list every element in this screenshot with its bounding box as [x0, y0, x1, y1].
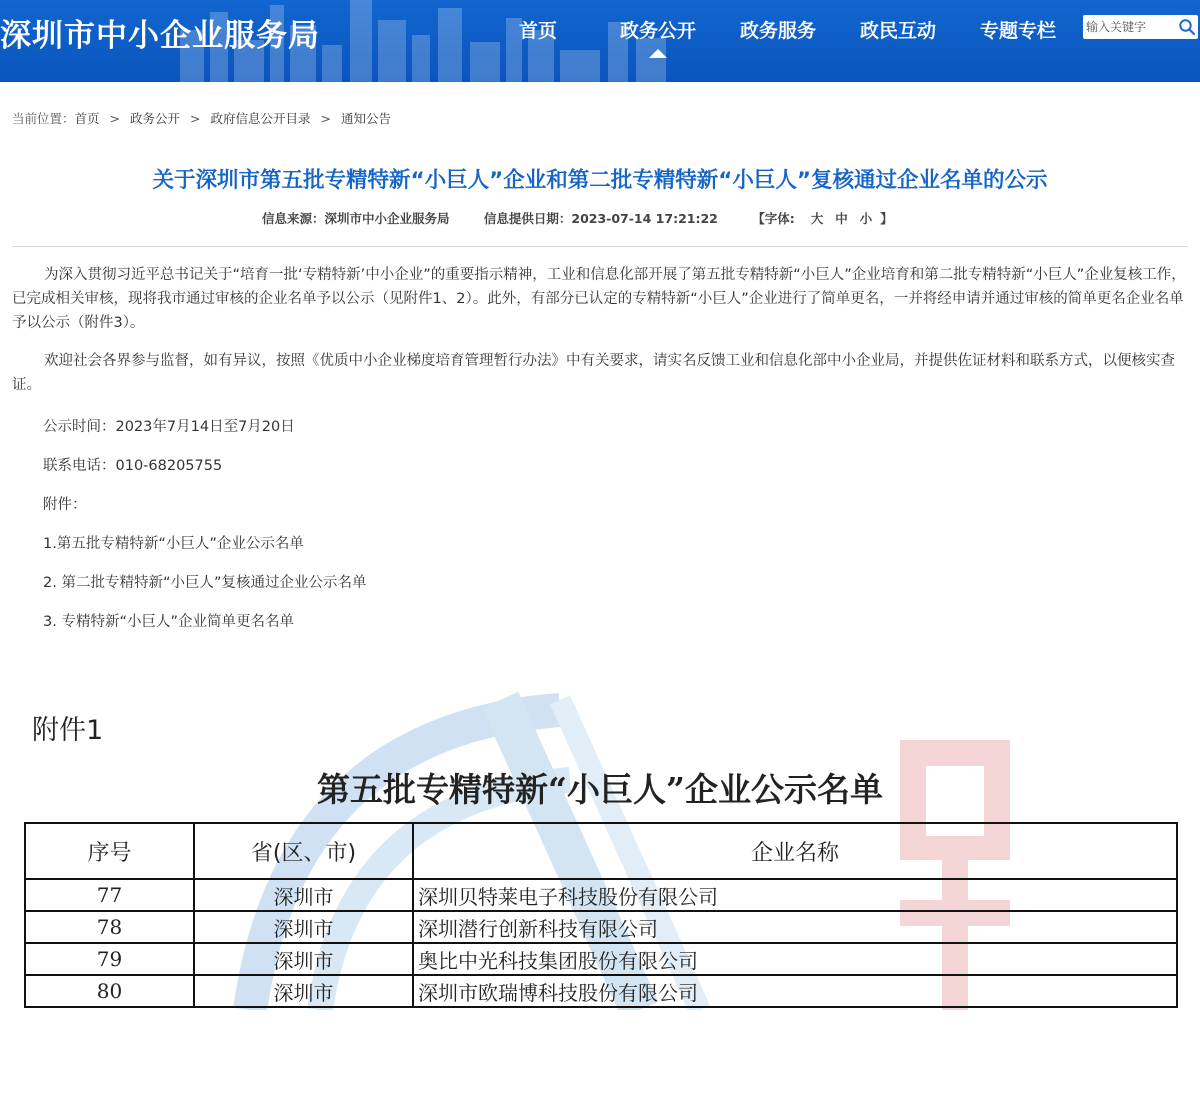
cell-number: 80 — [25, 975, 194, 1007]
attachments-label: 附件： — [43, 497, 87, 513]
font-size-small-button[interactable]: 小 — [859, 211, 873, 226]
font-size-medium-button[interactable]: 中 — [835, 211, 848, 226]
cell-number: 78 — [25, 911, 194, 943]
nav-item-government-services[interactable]: 政务服务 — [739, 20, 816, 42]
attachment-link-3[interactable]: 3. 专精特新“小巨人”企业简单更名名单 — [43, 614, 294, 630]
article-meta — [262, 209, 923, 227]
breadcrumb — [12, 109, 391, 127]
article-title: 关于深圳市第五批专精特新“小巨人”企业和第二批专精特新“小巨人”复核通过企业名单的公示 — [152, 168, 1048, 193]
table-row — [25, 911, 1177, 943]
column-header-province: 省(区、市) — [194, 823, 413, 879]
search-box — [1083, 15, 1198, 39]
breadcrumb-separator: > — [190, 111, 201, 126]
active-nav-indicator — [649, 49, 667, 58]
attachment-link-2[interactable]: 2. 第二批专精特新“小巨人”复核通过企业公示名单 — [43, 575, 367, 591]
enterprise-table — [24, 822, 1178, 1008]
column-header-number: 序号 — [25, 823, 194, 879]
cell-company-name: 深圳潜行创新科技有限公司 — [413, 911, 1177, 943]
font-size-prefix: 【字体: — [752, 211, 795, 226]
attachment-label: 附件1 — [32, 715, 104, 746]
title-divider — [12, 246, 1188, 247]
nav-item-special-topics[interactable]: 专题专栏 — [979, 20, 1056, 42]
search-input[interactable] — [1083, 15, 1178, 39]
table-header-row — [25, 823, 1177, 879]
site-title[interactable]: 深圳市中小企业服务局 — [0, 18, 320, 54]
column-header-company-name: 企业名称 — [413, 823, 1177, 879]
attachment-title: 第五批专精特新“小巨人”企业公示名单 — [317, 770, 883, 809]
cell-company-name: 奥比中光科技集团股份有限公司 — [413, 943, 1177, 975]
meta-date: 信息提供日期：2023-07-14 17:21:22 — [483, 211, 718, 226]
cell-province: 深圳市 — [194, 943, 413, 975]
breadcrumb-item-notices[interactable]: 通知公告 — [341, 111, 392, 126]
cell-number: 79 — [25, 943, 194, 975]
cell-province: 深圳市 — [194, 879, 413, 911]
breadcrumb-item-government-affairs-open[interactable]: 政务公开 — [130, 111, 181, 126]
breadcrumb-item-info-catalog[interactable]: 政府信息公开目录 — [210, 111, 311, 126]
breadcrumb-prefix: 当前位置： — [12, 111, 75, 126]
breadcrumb-separator: > — [109, 111, 121, 126]
font-size-control — [752, 211, 923, 226]
attachment-scan-image — [0, 690, 1200, 1030]
breadcrumb-separator: > — [320, 111, 332, 126]
meta-source: 信息来源：深圳市中小企业服务局 — [262, 211, 450, 226]
cell-company-name: 深圳市欧瑞博科技股份有限公司 — [413, 975, 1177, 1007]
table-row — [25, 879, 1177, 911]
notice-period: 公示时间：2023年7月14日至7月20日 — [43, 419, 295, 435]
nav-item-government-affairs-open[interactable]: 政务公开 — [619, 20, 696, 42]
cell-company-name: 深圳贝特莱电子科技股份有限公司 — [413, 879, 1177, 911]
nav-item-home[interactable]: 首页 — [518, 20, 557, 42]
cell-number: 77 — [25, 879, 194, 911]
table-row — [25, 943, 1177, 975]
font-size-suffix: 】 — [880, 211, 893, 226]
cell-province: 深圳市 — [194, 911, 413, 943]
body-paragraph: 欢迎社会各界参与监督，如有异议，按照《优质中小企业梯度培育管理暂行办法》中有关要求，请实名反馈工业和信息化部中小企业局，并提供佐证材料和联系方式，以便核实查证。 — [12, 353, 1175, 393]
breadcrumb-item-home[interactable]: 首页 — [74, 111, 100, 126]
body-paragraph: 为深入贯彻习近平总书记关于“培育一批‘专精特新’中小企业”的重要指示精神，工业和信息化部开展了第五批专精特新“小巨人”企业培育和第二批专精特新“小巨人”企业复核工作，已完成相关审核，现将我市通过审核的企业名单予以公示（见附件1、2）。此外，有部分已认定的专精特新“小巨人”企业进行了简单更名，一并将经申请并通过审核的简单更名企业名单予以公示（附件3）。 — [12, 267, 1186, 331]
site-header — [0, 0, 1200, 82]
attachment-link-1[interactable]: 1.第五批专精特新“小巨人”企业公示名单 — [43, 536, 304, 552]
cell-province: 深圳市 — [194, 975, 413, 1007]
contact-phone: 联系电话：010-68205755 — [43, 458, 223, 474]
search-icon[interactable] — [1178, 18, 1196, 36]
font-size-large-button[interactable]: 大 — [810, 211, 824, 226]
nav-item-public-interaction[interactable]: 政民互动 — [859, 20, 936, 42]
table-row — [25, 975, 1177, 1007]
